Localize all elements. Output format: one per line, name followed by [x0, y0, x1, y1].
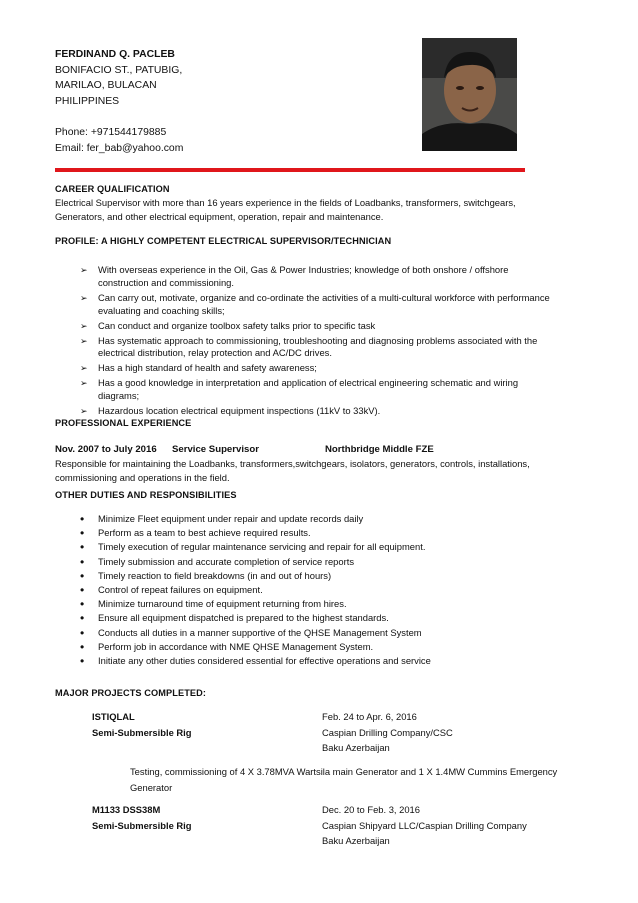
project-1-name: ISTIQLAL — [92, 711, 135, 722]
profile-list — [80, 264, 580, 420]
project-1-client: Caspian Drilling Company/CSC — [322, 726, 453, 738]
bullet-icon: • — [80, 597, 85, 612]
list-item: • Timely execution of regular maintenance servicing and repair for all equipment. — [80, 540, 426, 555]
project-1-dates: Feb. 24 to Apr. 6, 2016 — [322, 711, 417, 722]
list-item: • Perform as a team to best achieve required results. — [80, 526, 311, 541]
address-line-2: MARILAO, BULACAN — [55, 80, 157, 92]
arrow-bullet-icon: ➢ — [80, 363, 88, 374]
career-line-1: Electrical Supervisor with more than 16 years experience in the fields of Loadbanks, transformers, switchgears, — [55, 197, 516, 208]
bullet-icon: • — [80, 554, 85, 569]
project-2-right — [322, 802, 527, 849]
experience-position: Service Supervisor — [172, 444, 259, 455]
header-divider — [55, 168, 525, 172]
bullet-icon: • — [80, 568, 85, 583]
project-2-type: Semi-Submersible Rig — [92, 819, 192, 831]
project-2-name: M1133 DSS38M — [92, 804, 161, 815]
arrow-bullet-icon: ➢ — [80, 406, 88, 417]
career-line-2: Generators, and other electrical equipment, operation, repair and maintenance. — [55, 211, 384, 222]
career-title: CAREER QUALIFICATION — [55, 184, 170, 194]
list-item: ➢ With overseas experience in the Oil, Gas & Power Industries; knowledge of both onshore / offshore construction and commissioning. — [80, 264, 509, 288]
list-item: • Ensure all equipment dispatched is prepared to the highest standards. — [80, 611, 389, 626]
project-1-type: Semi-Submersible Rig — [92, 726, 192, 738]
list-item: ➢ Can carry out, motivate, organize and co-ordinate the activities of a multi-cultural workforce with performance evaluating and coaching skills; — [80, 291, 550, 316]
candidate-name: FERDINAND Q. PACLEB — [55, 49, 175, 60]
list-item: • Initiate any other duties considered essential for effective operations and service — [80, 653, 431, 668]
experience-line-1: Responsible for maintaining the Loadbanks, transformers,switchgears, isolators, generators, controls, installations, — [55, 458, 530, 469]
list-item: • Perform job in accordance with NME QHSE Management System. — [80, 639, 374, 654]
list-item: ➢ Has systematic approach to commissioning, troubleshooting and diagnosing problems associated with the electrical distribution, relay protection and AC/DC drives. — [80, 334, 538, 359]
project-2-left — [92, 802, 192, 833]
duties-title: OTHER DUTIES AND RESPONSIBILITIES — [55, 490, 237, 500]
list-item: • Control of repeat failures on equipment. — [80, 582, 263, 597]
project-1-location: Baku Azerbaijan — [322, 742, 390, 753]
bullet-icon: • — [80, 625, 85, 640]
list-item: • Timely submission and accurate completion of service reports — [80, 554, 355, 569]
arrow-bullet-icon: ➢ — [80, 292, 88, 303]
project-1-left — [92, 709, 192, 740]
bullet-icon: • — [80, 540, 85, 555]
bullet-icon: • — [80, 611, 85, 626]
list-item: • Conducts all duties in a manner supportive of the QHSE Management System — [80, 625, 422, 640]
experience-title: PROFESSIONAL EXPERIENCE — [55, 418, 192, 428]
profile-title: PROFILE: A HIGHLY COMPETENT ELECTRICAL SUPERVISOR/TECHNICIAN — [55, 236, 392, 246]
list-item: • Minimize turnaround time of equipment returning from hires. — [80, 597, 347, 612]
phone: Phone: +971544179885 — [55, 126, 167, 138]
address-line-1: BONIFACIO ST., PATUBIG, — [55, 64, 183, 76]
career-summary — [55, 196, 595, 224]
address-line-3: PHILIPPINES — [55, 95, 120, 107]
list-item: ➢ Hazardous location electrical equipment inspections (11kV to 33kV). — [80, 405, 381, 417]
contact-header — [55, 47, 183, 156]
list-item: ➢ Has a good knowledge in interpretation and application of electrical engineering schematic and wiring diagrams; — [80, 377, 519, 402]
arrow-bullet-icon: ➢ — [80, 378, 88, 389]
arrow-bullet-icon: ➢ — [80, 265, 88, 275]
list-item: ➢ Has a high standard of health and safety awareness; — [80, 362, 317, 374]
project-2-location: Baku Azerbaijan — [322, 835, 390, 846]
project-2-dates: Dec. 20 to Feb. 3, 2016 — [322, 804, 420, 815]
list-item: • Minimize Fleet equipment under repair and update records daily — [80, 512, 364, 526]
bullet-icon: • — [80, 639, 85, 654]
bullet-icon: • — [80, 653, 85, 668]
arrow-bullet-icon: ➢ — [80, 320, 88, 331]
experience-company: Northbridge Middle FZE — [325, 444, 434, 455]
list-item: ➢ Can conduct and organize toolbox safety talks prior to specific task — [80, 319, 376, 331]
experience-dates: Nov. 2007 to July 2016 — [55, 444, 157, 455]
arrow-bullet-icon: ➢ — [80, 335, 88, 346]
list-item: • Timely reaction to field breakdowns (in and out of hours) — [80, 568, 332, 583]
bullet-icon: • — [80, 512, 85, 526]
bullet-icon: • — [80, 526, 85, 541]
profile-photo — [422, 38, 517, 151]
project-1-description: Testing, commissioning of 4 X 3.78MVA Wartsila main Generator and 1 X 1.4MW Cummins Emergency Generator — [130, 766, 558, 793]
experience-line-2: commissioning and operations in the field. — [55, 472, 230, 483]
duties-list — [80, 512, 580, 668]
project-1-right — [322, 709, 453, 756]
bullet-icon: • — [80, 582, 85, 597]
experience-description — [55, 457, 615, 485]
projects-title: MAJOR PROJECTS COMPLETED: — [55, 688, 207, 698]
project-2-client: Caspian Shipyard LLC/Caspian Drilling Company — [322, 819, 527, 831]
email: Email: fer_bab@yahoo.com — [55, 142, 184, 154]
